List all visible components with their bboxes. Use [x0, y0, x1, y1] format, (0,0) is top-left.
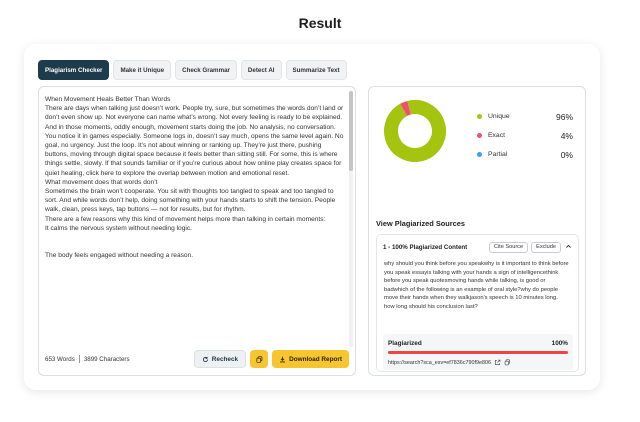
source-url[interactable]: https://search?sca_esv=ef7836c790f9e806 — [388, 359, 491, 366]
download-icon — [279, 356, 286, 363]
score-donut-chart — [383, 99, 447, 163]
tab-check-grammar[interactable]: Check Grammar — [175, 60, 237, 80]
editor-line: There are days when talking just doesn’t work. People try, sure, but sometimes the words don’t land or don’t even show up. Not everyone can name what’s wrong. Not every feeling is ready to be explained. And in those moments, oddly enough, movement starts doing the job. No analysis, no conversation. — [45, 105, 344, 131]
editor-line: The body feels engaged without needing a reason. — [45, 252, 194, 260]
plagiarized-progress-bar — [388, 351, 568, 354]
char-count: 3899 Characters — [83, 355, 130, 363]
tab-detect-ai[interactable]: Detect AI — [241, 60, 282, 80]
copy-icon — [256, 356, 263, 363]
tab-make-it-unique[interactable]: Make it Unique — [113, 60, 171, 80]
recheck-label: Recheck — [211, 355, 239, 363]
editor-blank-line — [45, 233, 345, 251]
tool-tabs — [38, 60, 347, 80]
editor-text[interactable] — [45, 95, 345, 345]
editor-line: You notice it in games especially. Someone logs in, doesn’t say much, opens the same level again. No goal, no urgency. Just the loop. It’s not about winning or ranking up. They’re just there, pushing buttons, moving through digital space because it feels better than sitting still. For some, this is where things settle, slowly. If that sounds familiar or if you’re curious about how online play creates space for quiet healing, click here to explore the overlap between motion and emotional reset. — [45, 132, 344, 177]
tab-plagiarism-checker[interactable]: Plagiarism Checker — [38, 60, 109, 80]
refresh-icon — [202, 356, 209, 363]
exclude-button[interactable]: Exclude — [531, 242, 561, 253]
view-sources-title: View Plagiarized Sources — [376, 219, 466, 228]
editor-scrollbar[interactable] — [349, 91, 353, 347]
editor-scroll-thumb[interactable] — [349, 91, 353, 171]
legend-unique — [477, 107, 573, 126]
editor-line: It calms the nervous system without needing logic. — [45, 224, 192, 232]
text-counts — [45, 355, 190, 363]
result-card — [24, 44, 600, 390]
external-link-icon[interactable] — [494, 359, 501, 366]
plagiarized-row — [388, 340, 568, 347]
plagiarized-summary — [383, 334, 573, 370]
count-divider — [79, 355, 80, 363]
score-legend — [477, 107, 573, 164]
editor-line: When Movement Heals Better Than Words — [45, 96, 171, 103]
results-panel — [368, 86, 586, 376]
tab-summarize-text[interactable]: Summarize Text — [286, 60, 347, 80]
plagiarized-progress-fill — [388, 351, 568, 354]
legend-dot — [477, 152, 482, 157]
source-header — [383, 241, 572, 253]
legend-exact — [477, 126, 573, 145]
plagiarized-percent: 100% — [551, 340, 568, 347]
copy-link-icon[interactable] — [504, 359, 511, 366]
copy-button[interactable] — [250, 350, 268, 368]
word-count: 653 Words — [45, 355, 75, 363]
legend-percent: 0% — [560, 149, 573, 160]
recheck-button[interactable] — [194, 350, 246, 368]
source-card — [376, 234, 579, 372]
editor-line: What movement does that words don’t — [45, 178, 158, 186]
editor-line: Sometimes the brain won’t cooperate. You sit with thoughts too tangled to speak and too tangled to sort. And while words don’t help, doing something with your hands starts to shift the tension. People walk, clean, press keys, tap buttons — not for results, but for rhythm. — [45, 188, 336, 214]
text-editor[interactable] — [38, 86, 356, 376]
plagiarized-label: Plagiarized — [388, 340, 422, 347]
source-title: 1 - 100% Plagiarized Content — [383, 243, 468, 251]
legend-label: Exact — [488, 132, 505, 139]
legend-percent: 4% — [560, 130, 573, 141]
legend-partial — [477, 145, 573, 164]
editor-footer — [45, 349, 349, 369]
legend-dot — [477, 114, 482, 119]
legend-label: Unique — [488, 113, 510, 120]
legend-label: Partial — [488, 151, 508, 158]
page-title: Result — [298, 15, 342, 31]
legend-dot — [477, 133, 482, 138]
source-url-row — [388, 359, 511, 366]
download-report-button[interactable] — [272, 350, 349, 368]
source-matched-text: why should you think before you speakwhy is it important to think before you speak essayis talking with your hands a sign of intelligencethink before you speak quotesmoving hands while talking, is good or badwhich of the following is an example of oral style?why do people move their hands when they walkjason's speech is 10 minutes long. how long should his conclusion last? — [384, 261, 569, 310]
donut-slice-unique — [386, 102, 444, 160]
download-label: Download Report — [289, 355, 342, 363]
chevron-up-icon[interactable] — [564, 243, 572, 252]
legend-percent: 96% — [555, 111, 573, 122]
cite-source-button[interactable]: Cite Source — [489, 242, 528, 253]
editor-line: There are a few reasons why this kind of movement helps more than talking in certain moments: — [45, 215, 326, 223]
